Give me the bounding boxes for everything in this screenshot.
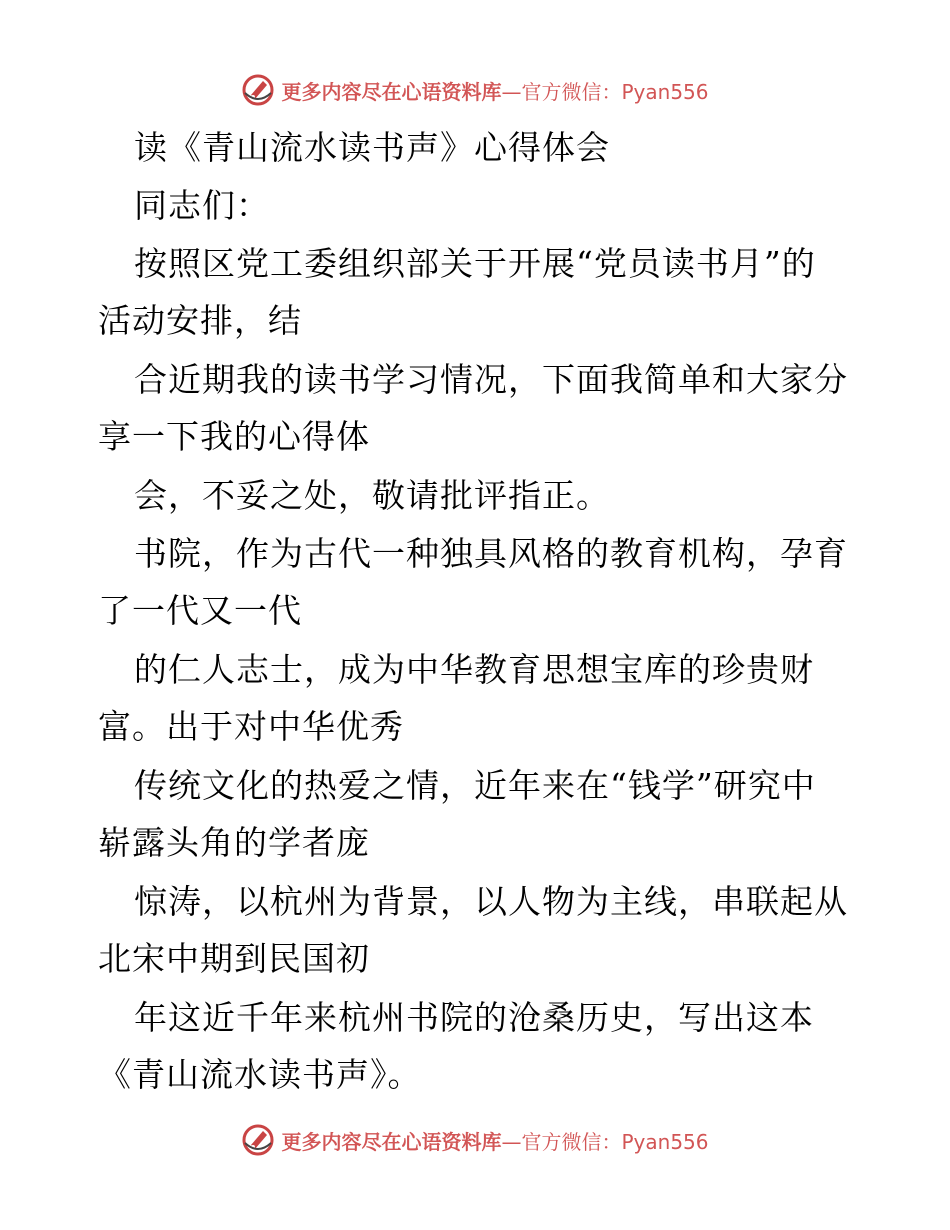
paragraph-line: 的仁人志士，成为中华教育思想宝库的珍贵财 bbox=[134, 650, 814, 689]
footer-wechat-label: 官方微信： bbox=[521, 1129, 622, 1154]
header-brand: 更多内容尽在心语资料库 bbox=[281, 79, 502, 104]
pen-nib-circle-icon bbox=[241, 73, 275, 107]
paragraph-line: 北宋中期到民国初 bbox=[98, 939, 370, 978]
paragraph-line: 崭露头角的学者庞 bbox=[98, 823, 370, 862]
footer-banner-text bbox=[281, 1126, 708, 1155]
paragraph-line: 富。出于对中华优秀 bbox=[98, 707, 404, 746]
header-wechat-label: 官方微信： bbox=[521, 79, 622, 104]
paragraph-line: 传统文化的热爱之情，近年来在“钱学”研究中 bbox=[134, 766, 816, 805]
header-banner bbox=[0, 70, 950, 110]
paragraph-line: 《青山流水读书声》。 bbox=[98, 1055, 422, 1094]
header-banner-text bbox=[281, 76, 708, 105]
header-dash: — bbox=[501, 79, 522, 104]
footer-wechat-id: Pyan556 bbox=[621, 1129, 709, 1154]
pen-nib-circle-icon bbox=[241, 1123, 275, 1157]
footer-brand: 更多内容尽在心语资料库 bbox=[281, 1129, 502, 1154]
document-title: 读《青山流水读书声》心得体会 bbox=[134, 128, 610, 167]
paragraph-line: 活动安排，结 bbox=[98, 301, 302, 340]
salutation: 同志们： bbox=[134, 186, 270, 225]
paragraph-line: 书院，作为古代一种独具风格的教育机构，孕育 bbox=[134, 534, 848, 573]
paragraph-line: 年这近千年来杭州书院的沧桑历史，写出这本 bbox=[134, 998, 814, 1037]
paragraph-line: 按照区党工委组织部关于开展“党员读书月”的 bbox=[134, 244, 816, 283]
footer-banner bbox=[0, 1120, 950, 1160]
paragraph-line: 惊涛，以杭州为背景，以人物为主线，串联起从 bbox=[134, 882, 848, 921]
header-banner-inner bbox=[241, 73, 708, 107]
paragraph-line: 会，不妥之处，敬请批评指正。 bbox=[134, 476, 610, 515]
paragraph-line: 合近期我的读书学习情况，下面我简单和大家分 bbox=[134, 360, 848, 399]
footer-dash: — bbox=[501, 1129, 522, 1154]
footer-banner-inner bbox=[241, 1123, 708, 1157]
header-wechat-id: Pyan556 bbox=[621, 79, 709, 104]
paragraph-line: 了一代又一代 bbox=[98, 591, 302, 630]
paragraph-line: 享一下我的心得体 bbox=[98, 417, 370, 456]
